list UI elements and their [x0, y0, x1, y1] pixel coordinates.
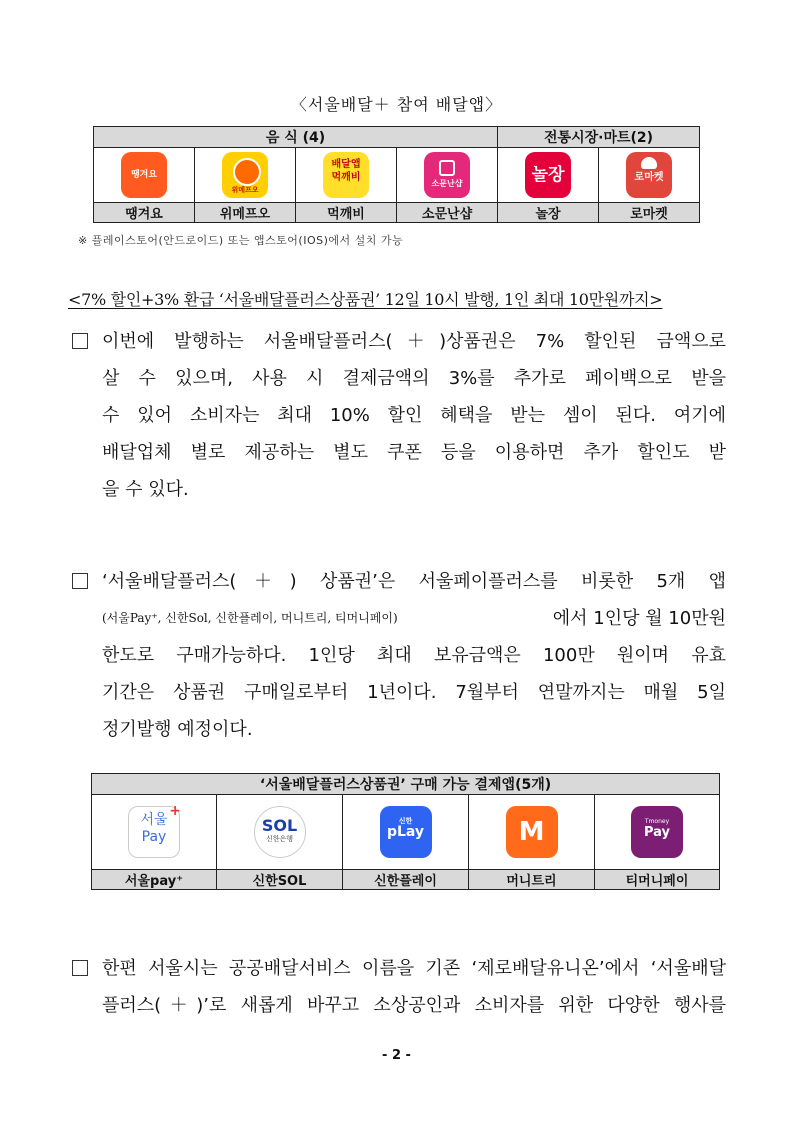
seoul-pay-logo-icon: 서울 Pay +	[128, 806, 180, 858]
moneytree-logo-icon: M	[506, 806, 558, 858]
paragraph-line	[102, 600, 726, 637]
romakeot-logo-icon: 로마켓	[626, 152, 672, 198]
paragraph-line: 기간은 상품권 구매일로부터 1년이다. 7월부터 연말까지는 매월 5일	[102, 682, 726, 703]
payment-apps-header: ‘서울배달플러스상품권’ 구매 가능 결제앱(5개)	[92, 774, 720, 795]
checkbox-bullet-icon	[72, 960, 88, 976]
app-label: 머니트리	[469, 870, 595, 890]
page-number: - 2 -	[382, 1048, 411, 1063]
paragraph-line: 한편 서울시는 공공배달서비스 이름을 기존 ‘제로배달유니온’에서 ‘서울배달	[102, 958, 726, 979]
paragraph-2	[72, 563, 726, 748]
app-label: 신한SOL	[217, 870, 343, 890]
app-label: 신한플레이	[343, 870, 469, 890]
ttaenggyeoyo-logo-icon: 땡겨요	[121, 152, 167, 198]
delivery-apps-title: 〈서울배달＋ 참여 배달앱〉	[290, 95, 503, 114]
app-label: 소문난샵	[397, 203, 498, 223]
app-label: 로마켓	[599, 203, 700, 223]
noljang-logo-icon: 놀장	[525, 152, 571, 198]
monthly-limit-text: 에서 1인당 월 10만원	[552, 608, 726, 629]
tmoney-pay-logo-icon: Tmoney Pay	[631, 806, 683, 858]
food-group-header: 음 식 (4)	[94, 127, 498, 148]
paragraph-line: ‘서울배달플러스(＋) 상품권’은 서울페이플러스를 비롯한 5개 앱	[102, 571, 726, 592]
paragraph-line: 한도로 구매가능하다. 1인당 최대 보유금액은 100만 원이며 유효	[102, 645, 726, 666]
shinhan-sol-logo-icon: SOL 신한은행	[254, 806, 306, 858]
paragraph-line: 살 수 있으며, 사용 시 결제금액의 3%를 추가로 페이백으로 받을	[102, 368, 726, 389]
market-group-header: 전통시장·마트(2)	[498, 127, 700, 148]
shinhan-play-logo-icon: 신한 pLay	[380, 806, 432, 858]
paragraph-line: 을 수 있다.	[102, 479, 189, 500]
paragraph-3	[72, 950, 726, 1024]
app-label: 위메프오	[195, 203, 296, 223]
paragraph-line: 정기발행 예정이다.	[102, 719, 253, 740]
delivery-apps-table	[93, 126, 700, 223]
paragraph-1	[72, 323, 726, 508]
app-label: 서울pay⁺	[92, 870, 217, 890]
app-label: 놀장	[498, 203, 599, 223]
mukkebi-logo-icon: 배달앱 먹깨비	[323, 152, 369, 198]
payment-apps-table	[91, 773, 720, 890]
app-label: 먹깨비	[296, 203, 397, 223]
paragraph-line: 배달업체 별로 제공하는 별도 쿠폰 등을 이용하면 추가 할인도 받	[102, 442, 726, 463]
app-label: 티머니페이	[595, 870, 720, 890]
payment-apps-list: (서울Pay⁺, 신한Sol, 신한플레이, 머니트리, 티머니페이)	[102, 611, 398, 625]
checkbox-bullet-icon	[72, 333, 88, 349]
paragraph-line: 플러스(＋)’로 새롭게 바꾸고 소상공인과 소비자를 위한 다양한 행사를	[102, 995, 726, 1016]
somunnan-shop-logo-icon: 소문난샵	[424, 152, 470, 198]
wemefo-logo-icon: 위메프오	[222, 152, 268, 198]
checkbox-bullet-icon	[72, 573, 88, 589]
app-label: 땡겨요	[94, 203, 195, 223]
paragraph-line: 수 있어 소비자는 최대 10% 할인 혜택을 받는 셈이 된다. 여기에	[102, 405, 726, 426]
section-headline: <7% 할인+3% 환급 ‘서울배달플러스상품권’ 12일 10시 발행, 1인 최대 10만원까지>	[68, 290, 663, 309]
paragraph-line: 이번에 발행하는 서울배달플러스(＋)상품권은 7% 할인된 금액으로	[102, 331, 726, 352]
install-note: ※ 플레이스토어(안드로이드) 또는 앱스토어(IOS)에서 설치 가능	[78, 234, 404, 247]
